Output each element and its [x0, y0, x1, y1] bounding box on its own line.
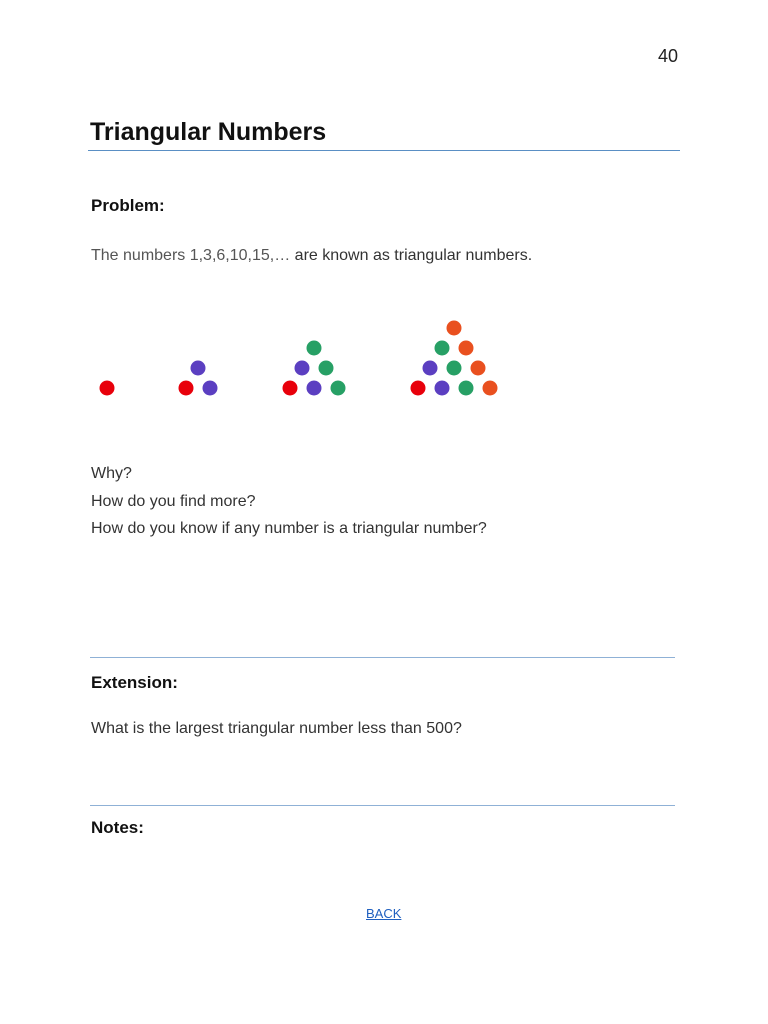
section-divider [90, 657, 675, 658]
question-is-triangular: How do you know if any number is a triangular number? [91, 520, 487, 537]
question-why: Why? [91, 465, 132, 482]
red-dot [100, 381, 115, 396]
extension-heading: Extension: [91, 673, 178, 692]
page-title: Triangular Numbers [90, 118, 327, 146]
green-dot [435, 341, 450, 356]
page-number: 40 [657, 46, 678, 66]
red-dot [411, 381, 426, 396]
orange-dot [447, 321, 462, 336]
purple-dot [295, 361, 310, 376]
purple-dot [435, 381, 450, 396]
green-dot [447, 361, 462, 376]
problem-heading: Problem: [91, 196, 165, 215]
orange-dot [483, 381, 498, 396]
extension-question: What is the largest triangular number less than 500? [91, 720, 462, 737]
red-dot [283, 381, 298, 396]
question-find-more: How do you find more? [91, 492, 256, 510]
triangular-dots-illustration [80, 300, 520, 410]
green-dot [459, 381, 474, 396]
orange-dot [459, 341, 474, 356]
problem-statement [91, 242, 532, 269]
purple-dot [307, 381, 322, 396]
section-divider [90, 805, 675, 806]
purple-dot [191, 361, 206, 376]
purple-dot [423, 361, 438, 376]
question-list [91, 460, 487, 543]
triangle-pattern-3 [283, 341, 346, 396]
problem-statement-rest: are known as triangular numbers. [290, 247, 533, 264]
triangle-pattern-4 [411, 321, 498, 396]
green-dot [319, 361, 334, 376]
green-dot [307, 341, 322, 356]
triangle-pattern-1 [100, 381, 115, 396]
purple-dot [203, 381, 218, 396]
title-underline [88, 150, 680, 151]
notes-heading: Notes: [91, 818, 144, 837]
triangle-pattern-2 [179, 361, 218, 396]
problem-statement-numbers: The numbers 1,3,6,10,15,… [91, 247, 291, 264]
red-dot [179, 381, 194, 396]
orange-dot [471, 361, 486, 376]
back-link[interactable]: BACK [366, 906, 402, 921]
green-dot [331, 381, 346, 396]
